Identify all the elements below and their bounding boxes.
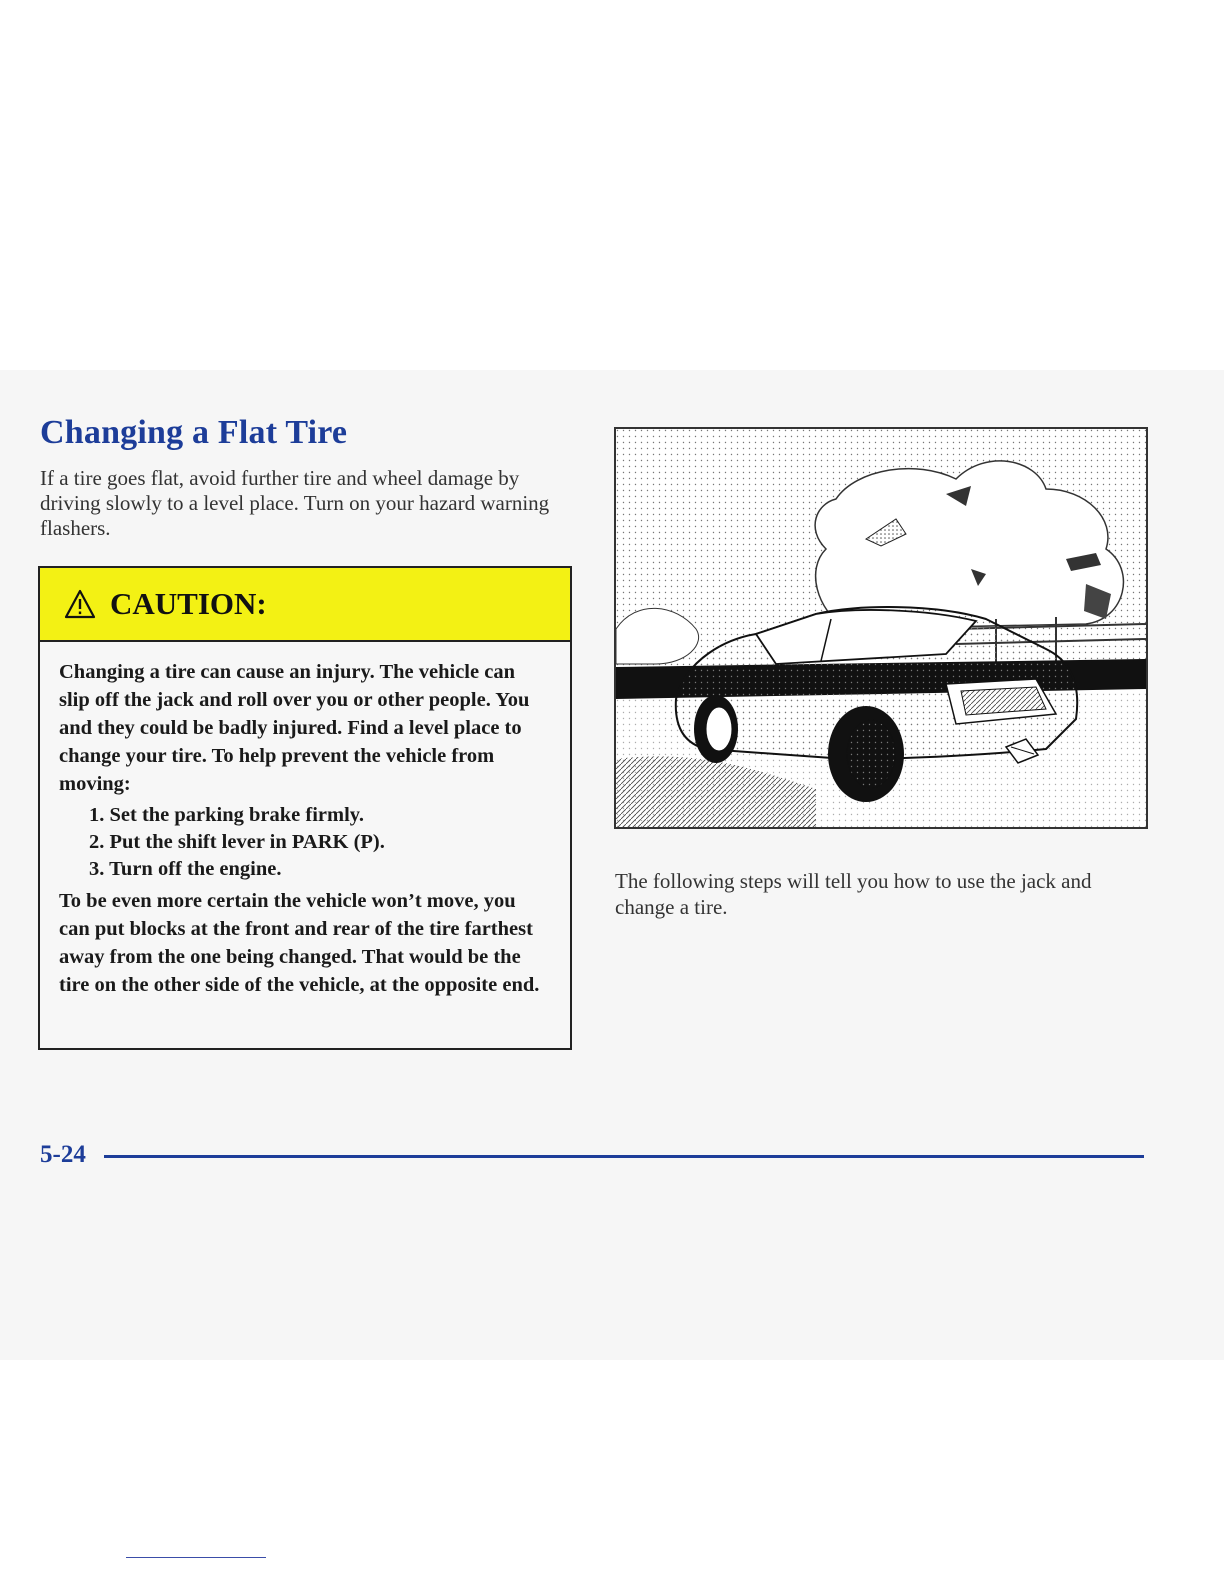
intro-paragraph: If a tire goes flat, avoid further tire and wheel damage by driving slowly to a level place. Turn on your hazard warning flashers. — [40, 466, 550, 540]
page-number: 5-24 — [40, 1141, 86, 1168]
caution-header — [40, 568, 570, 642]
caution-steps — [59, 802, 550, 883]
page-footer — [40, 1141, 86, 1169]
car-on-jack-illustration — [614, 427, 1148, 829]
footer-rule — [104, 1155, 1144, 1158]
caution-body — [40, 642, 570, 999]
bottom-rule — [126, 1557, 266, 1558]
following-steps-text: The following steps will tell you how to use the jack and change a tire. — [615, 869, 1092, 919]
caution-step: 3. Turn off the engine. — [89, 858, 282, 880]
caution-step: 2. Put the shift lever in PARK (P). — [89, 831, 385, 853]
caution-closing-text: To be even more certain the vehicle won’t move, you can put blocks at the front and rear of the tire farthest away from the one being changed. That would be the tire on the other side of the vehicle, at the opposite end. — [59, 890, 540, 996]
caution-step: 1. Set the parking brake firmly. — [89, 804, 365, 826]
section-title: Changing a Flat Tire — [40, 414, 348, 451]
caution-box — [38, 566, 572, 1050]
caution-title: CAUTION: — [110, 586, 267, 621]
warning-triangle-icon — [64, 589, 96, 619]
caution-warning-text: Changing a tire can cause an injury. The vehicle can slip off the jack and roll over you or other people. You and they could be badly injured. Find a level place to change your tire. To help prevent the vehicle from moving: — [59, 661, 530, 795]
